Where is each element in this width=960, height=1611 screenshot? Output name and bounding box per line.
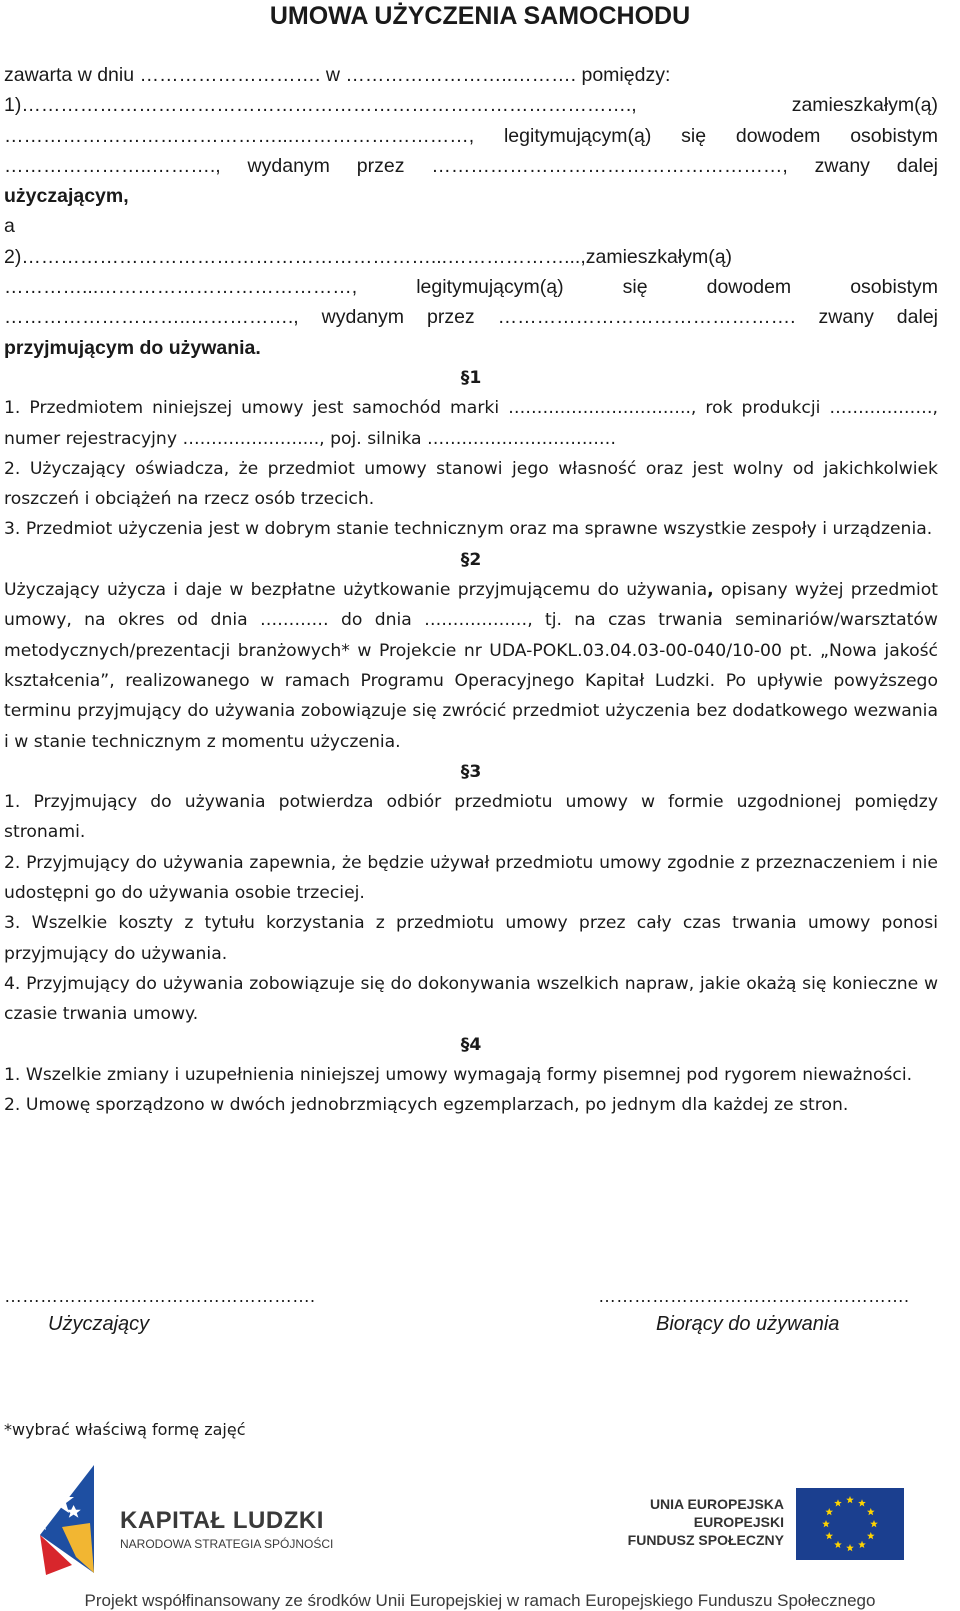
kapital-ludzki-subtitle: NARODOWA STRATEGIA SPÓJNOŚCI <box>120 1537 334 1551</box>
eu-text <box>628 1495 784 1549</box>
kapital-ludzki-text <box>120 1507 333 1551</box>
document-body <box>4 60 938 1120</box>
party2-text: 2)………………………………………………………...………………...,zamieszkałym(ą) …………...…………………………………, legitymującym(ą) się dowodem osobistym ………………………..……………., wydanym przez ………………………………………. zwany dalej <box>4 245 938 329</box>
party2-role: przyjmującym do używania. <box>4 336 261 359</box>
document-title: UMOWA UŻYCZENIA SAMOCHODU <box>269 2 691 30</box>
signature-right <box>598 1286 909 1336</box>
funding-footer: Projekt współfinansowany ze środków Unii Europejskiej w ramach Europejskiego Funduszu Społecznego <box>84 1591 876 1610</box>
party1-text: 1)…………………………………………………………………………………., zamieszkałym(ą) ……………………………………...………………………, legitymującym(ą) się dowodem osobistym …………………..………., wydanym przez ………………………………………………, zwany dalej <box>4 94 938 177</box>
section-4-point-2: 2. Umowę sporządzono w dwóch jednobrzmiących egzemplarzach, po jednym dla każdej ze stron. <box>4 1095 849 1116</box>
section-4-point-1: 1. Wszelkie zmiany i uzupełnienia niniejszej umowy wymagają formy pisemnej pod rygorem nieważności. <box>4 1064 913 1085</box>
section-3-point-2: 2. Przyjmujący do używania zapewnia, że będzie używał przedmiotu umowy zgodnie z przeznaczeniem i nie udostępni go do używania osobie trzeciej. <box>4 852 938 904</box>
section-3-heading: §3 <box>460 761 482 782</box>
footnote: *wybrać właściwą formę zajęć <box>4 1420 246 1439</box>
section-2-paragraph <box>4 575 938 757</box>
signature-left-role: Użyczający <box>48 1313 150 1335</box>
signature-right-role: Biorący do używania <box>656 1313 840 1335</box>
section-1-point-1: 1. Przedmiotem niniejszej umowy jest samochód marki ………………………….., rok produkcji ………………, numer rejestracyjny …………………..., poj. silnika …………………………… <box>4 398 938 449</box>
logo-bar <box>0 1455 960 1610</box>
section-2-text-b: opisany wyżej przedmiot umowy, na okres od dnia ………… do dnia ………………, tj. na czas trwania seminariów/warsztatów metodycznych/prezentacji branżowych* w Projekcie nr UDA-POKL.03.04.03-00-040/10-00 pt. „Nowa jakość kształcenia”, realizowanego w ramach Programu Operacyjnego Kapitał Ludzki. Po upływie powyższego terminu przyjmujący do używania zobowiązuje się zwrócić przedmiot użyczenia bez dodatkowego wezwania i w stanie technicznym z momentu użyczenia. <box>4 580 939 752</box>
section-1-point-3: 3. Przedmiot użyczenia jest w dobrym stanie technicznym oraz ma sprawne wszystkie zespoły i urządzenia. <box>4 519 933 540</box>
section-2-heading: §2 <box>460 549 482 570</box>
and-word: a <box>4 215 15 238</box>
party2-paragraph <box>4 242 938 363</box>
eu-line-3: FUNDUSZ SPOŁECZNY <box>627 1532 784 1548</box>
kapital-ludzki-logo-icon <box>32 1465 122 1575</box>
kapital-ludzki-title: KAPITAŁ LUDZKI <box>120 1507 324 1534</box>
section-3-point-1: 1. Przyjmujący do używania potwierdza odbiór przedmiotu umowy w formie uzgodnionej pomiędzy stronami. <box>4 792 938 843</box>
signature-right-line: ……………………………………………. <box>598 1286 910 1306</box>
section-1-point-2: 2. Użyczający oświadcza, że przedmiot umowy stanowi jego własność oraz jest wolny od jakichkolwiek roszczeń i obciążeń na rzecz osób trzecich. <box>4 458 938 510</box>
section-3-point-3: 3. Wszelkie koszty z tytułu korzystania z przedmiotu umowy przez cały czas trwania umowy ponosi przyjmujący do używania. <box>4 913 938 964</box>
signature-left <box>4 1286 315 1336</box>
section-2-text-a: Użyczający użycza i daje w bezpłatne użytkowanie przyjmującemu do używania <box>4 580 708 601</box>
section-3-point-4: 4. Przyjmujący do używania zobowiązuje się do dokonywania wszelkich napraw, jakie okażą się konieczne w czasie trwania umowy. <box>4 973 938 1025</box>
section-1-heading: §1 <box>460 367 482 388</box>
party1-role: użyczającym, <box>4 185 129 208</box>
section-4-heading: §4 <box>460 1034 482 1055</box>
signature-left-line: ……………………………………………. <box>4 1286 316 1306</box>
eu-line-1: UNIA EUROPEJSKA <box>649 1496 784 1512</box>
eu-line-2: EUROPEJSKI <box>693 1514 784 1530</box>
party1-paragraph <box>4 90 938 211</box>
section-2-comma: , <box>707 580 714 601</box>
intro-date-line: zawarta w dniu ………………………. w ……………………..………. pomiędzy: <box>4 64 671 86</box>
eu-flag-icon <box>796 1488 904 1560</box>
